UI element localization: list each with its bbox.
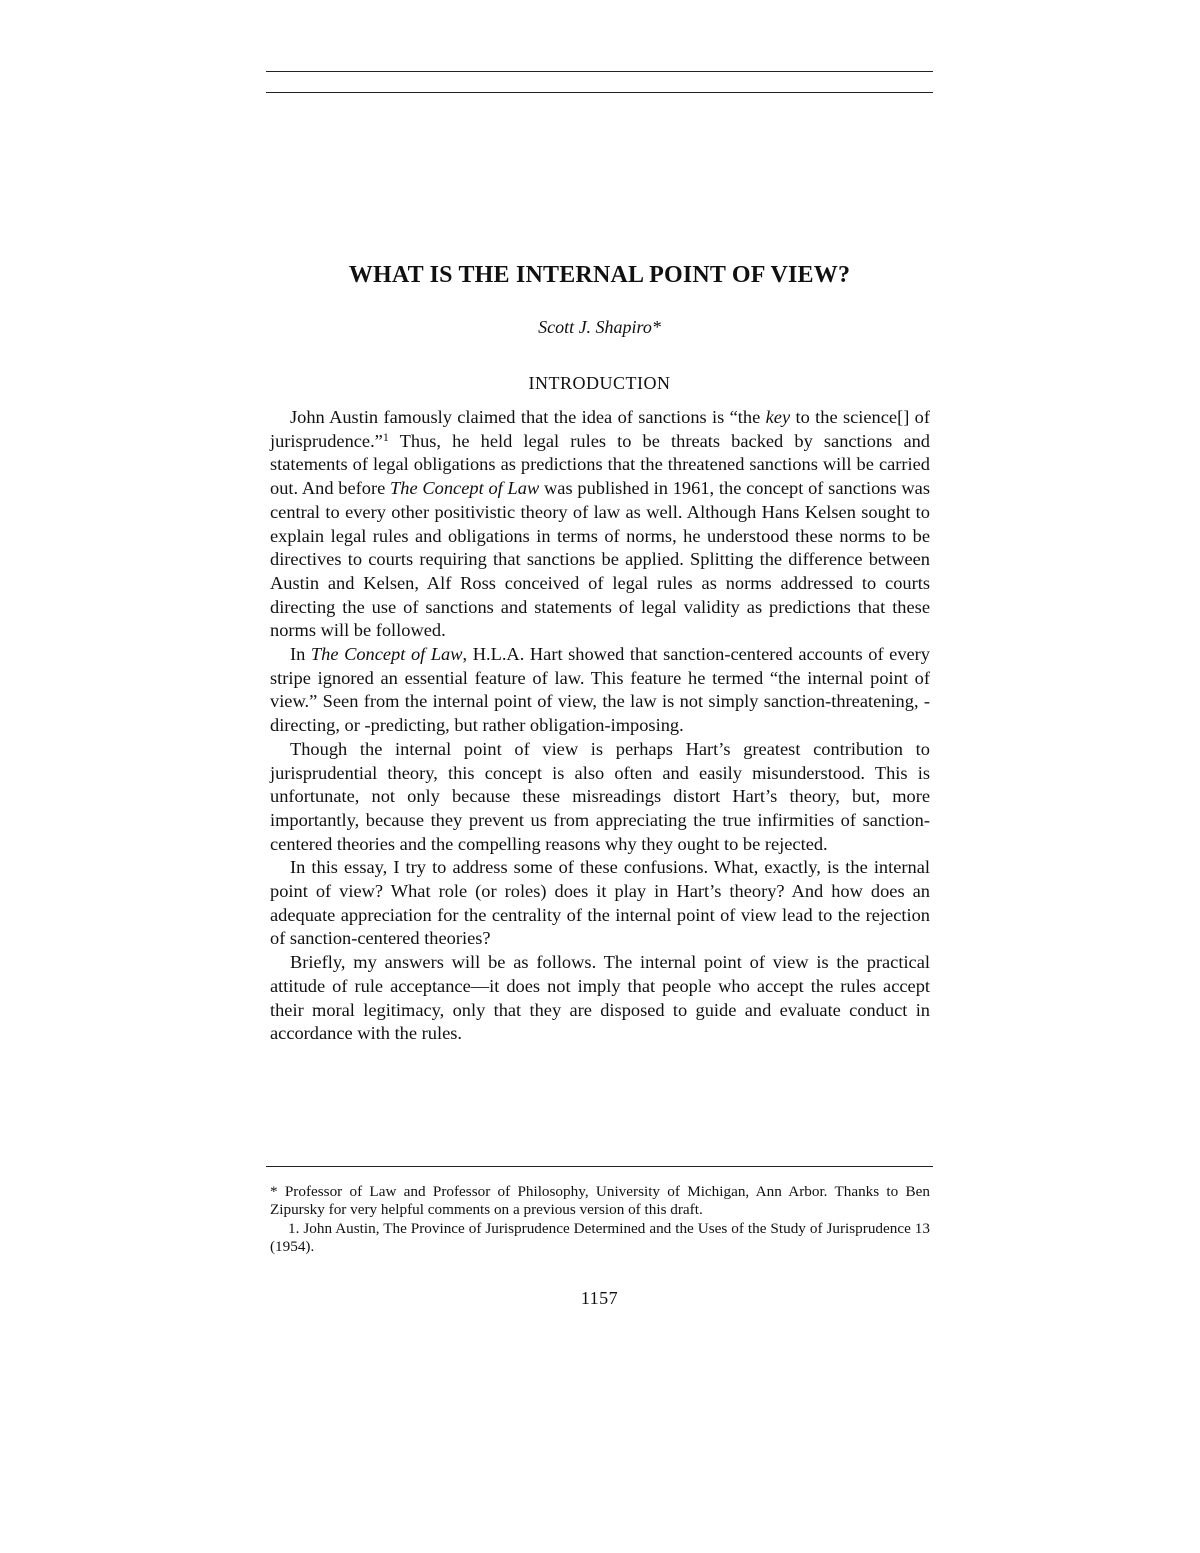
author-name: Scott J. Shapiro* (538, 317, 661, 337)
paragraph-2-text-a: In (290, 644, 311, 665)
paragraph-1-text-c: to the science[] of jurisprudence.” (270, 407, 931, 451)
paragraph-2-text-c: , H.L.A. Hart showed that sanction-centered accounts of every stripe ignored an essential feature of law. This feature he termed “the internal point of view.” Seen from the internal point of view, the law is not simply sanction-threatening, -directing, or -predicting, but rather obligation-imposing. (270, 644, 930, 736)
header-rule-top (266, 71, 933, 72)
book-title-italic: The Concept of Law (310, 644, 463, 665)
paragraph-1-text-a: John Austin famously claimed that the idea of sanctions is “the (290, 407, 766, 427)
body-text (270, 406, 930, 1046)
book-title-italic: The Concept of Law (390, 478, 540, 499)
footnote-rule (266, 1166, 933, 1167)
paragraph-3: Though the internal point of view is perhaps Hart’s greatest contribution to jurisprudential theory, this concept is also often and easily misunderstood. This is unfortunate, not only because these misreadings distort Hart’s theory, but, more importantly, because they prevent us from appreciating the true infirmities of sanction-centered theories and the compelling reasons why they ought to be rejected. (270, 738, 930, 854)
footnote-star: * Professor of Law and Professor of Philosophy, University of Michigan, Ann Arbor. Thanks to Ben Zipursky for very helpful comments on a previous version of this draft. (270, 1183, 930, 1219)
footnote-ref-1: 1 (382, 429, 389, 444)
header-rule-bottom (266, 92, 933, 93)
paragraph-1 (270, 406, 930, 643)
section-heading: INTRODUCTION (528, 373, 671, 393)
paragraph-1-text-d: Thus, he held legal rules to be threats backed by sanctions and statements of legal obligations as predictions that the threatened sanctions will be carried out. And before (270, 430, 930, 499)
paragraph-2 (270, 643, 930, 738)
article-title: WHAT IS THE INTERNAL POINT OF VIEW? (348, 262, 851, 288)
paragraph-1-text-f: was published in 1961, the concept of sanctions was central to every other positivistic theory of law as well. Although Hans Kelsen sought to explain legal rules and obligations in terms of norms, he understood these norms to be directives to courts requiring that sanctions be applied. Splitting the difference between Austin and Kelsen, Alf Ross conceived of legal rules as norms addressed to courts directing the use of sanctions and statements of legal validity as predictions that these norms will be followed. (270, 478, 930, 641)
paragraph-4: In this essay, I try to address some of these confusions. What, exactly, is the internal point of view? What role (or roles) does it play in Hart’s theory? And how does an adequate appreciation for the centrality of the internal point of view lead to the rejection of sanction-centered theories? (270, 857, 930, 949)
paragraph-5: Briefly, my answers will be as follows. The internal point of view is the practical attitude of rule acceptance—it does not imply that people who accept the rules accept their moral legitimacy, only that they are disposed to guide and evaluate conduct in accordance with the rules. (270, 952, 930, 1044)
emphasis-key: key (765, 407, 791, 427)
footnote-1: 1. John Austin, The Province of Jurisprudence Determined and the Uses of the Study of Jurisprudence 13 (1954). (270, 1219, 930, 1256)
footnotes (270, 1183, 930, 1257)
page-number: 1157 (580, 1288, 619, 1308)
